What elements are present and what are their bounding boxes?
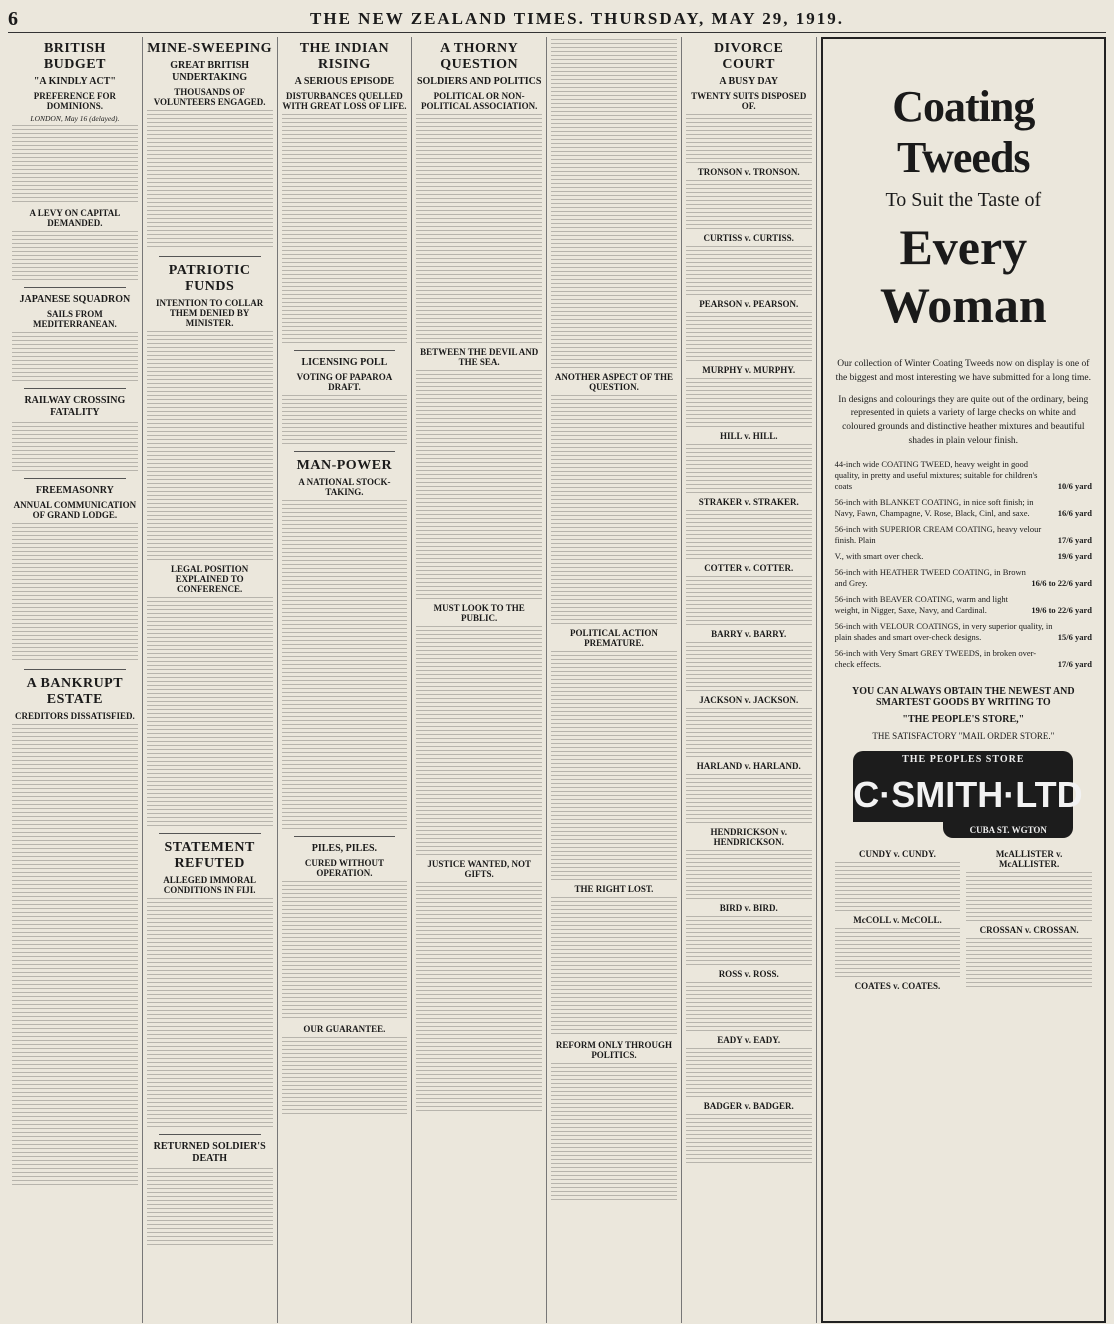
case-heading: CROSSAN v. CROSSAN. bbox=[979, 925, 1079, 936]
headline-bankrupt-estate: A BANKRUPT ESTATE bbox=[26, 676, 124, 708]
case-heading: ROSS v. ROSS. bbox=[718, 969, 779, 980]
subhead-disturbances: DISTURBANCES QUELLED WITH GREAT LOSS OF LIFE. bbox=[282, 91, 407, 112]
article-text bbox=[686, 642, 812, 692]
subhead-twenty-suits: TWENTY SUITS DISPOSED OF. bbox=[691, 91, 807, 112]
ad-intro-designs: In designs and colourings they are quite out of the ordinary, being represented in quiets a variety of large checks on white and coloured grounds and distinctive heather mixtures and beautiful shades in plain velour finish. bbox=[838, 394, 1089, 446]
case-heading: BIRD v. BIRD. bbox=[719, 903, 778, 914]
case-heading: HARLAND v. HARLAND. bbox=[696, 761, 801, 772]
case-heading: MURPHY v. MURPHY. bbox=[702, 365, 796, 376]
ad-store-name: "THE PEOPLE'S STORE," bbox=[902, 714, 1025, 726]
article-text bbox=[147, 1168, 273, 1248]
article-text bbox=[966, 872, 1092, 922]
article-text bbox=[686, 1114, 812, 1164]
case-heading: BADGER v. BADGER. bbox=[703, 1101, 794, 1112]
headline-railway: RAILWAY CROSSING FATALITY bbox=[24, 395, 126, 419]
headline-piles: PILES, PILES. bbox=[311, 843, 378, 855]
article-text bbox=[835, 928, 961, 978]
divorce-court-continued bbox=[835, 846, 1092, 994]
article-text bbox=[12, 956, 138, 1186]
column-3 bbox=[278, 37, 413, 1323]
article-text bbox=[686, 774, 812, 824]
subhead-paparoa: VOTING OF PAPAROA DRAFT. bbox=[296, 372, 393, 393]
subhead-serious-episode: A SERIOUS EPISODE bbox=[294, 76, 395, 88]
headline-indian-rising: THE INDIAN RISING bbox=[299, 41, 390, 73]
column-5 bbox=[547, 37, 682, 1323]
ad-item: 56-inch with Very Smart GREY TWEEDS, in broken over-check effects. 17/6 yard bbox=[834, 648, 1093, 670]
subhead-levy: A LEVY ON CAPITAL DEMANDED. bbox=[29, 208, 121, 229]
headline-mine-sweeping: MINE-SWEEPING bbox=[147, 41, 273, 56]
case-heading: JACKSON v. JACKSON. bbox=[699, 695, 799, 706]
article-text bbox=[12, 231, 138, 281]
subhead-reform: REFORM ONLY THROUGH POLITICS. bbox=[555, 1040, 673, 1060]
subhead-public: MUST LOOK TO THE PUBLIC. bbox=[433, 603, 525, 624]
case-heading: McCOLL v. McCOLL. bbox=[853, 915, 942, 926]
newspaper-title: THE NEW ZEALAND TIMES. THURSDAY, MAY 29, 1919. bbox=[310, 9, 844, 28]
article-text bbox=[282, 395, 408, 445]
article-text bbox=[686, 708, 812, 758]
article-text bbox=[12, 332, 138, 382]
case-heading: BARRY v. BARRY. bbox=[711, 629, 787, 640]
article-text bbox=[282, 500, 408, 830]
case-heading: COATES v. COATES. bbox=[854, 981, 941, 992]
subhead-creditors: CREDITORS DISSATISFIED. bbox=[15, 711, 135, 722]
article-text bbox=[686, 180, 812, 230]
subhead-stock-taking: A NATIONAL STOCK-TAKING. bbox=[298, 477, 391, 498]
ad-item: 56-inch with BLANKET COATING, in nice soft finish; in Navy, Fawn, Champagne, V. Rose, Black, Cinl, and saxe. 16/6 yard bbox=[834, 496, 1093, 518]
article-text bbox=[551, 1063, 677, 1203]
logo-name: C·SMITH·LTD bbox=[853, 768, 1073, 822]
subhead-grand-lodge: ANNUAL COMMUNICATION OF GRAND LODGE. bbox=[13, 500, 137, 521]
subhead-preference: PREFERENCE FOR DOMINIONS. bbox=[33, 91, 117, 112]
ad-store-logo bbox=[853, 751, 1083, 838]
subhead-fiji: ALLEGED IMMORAL CONDITIONS IN FIJI. bbox=[163, 875, 257, 896]
headline-british-budget: BRITISH BUDGET bbox=[43, 41, 106, 73]
article-text bbox=[686, 982, 812, 1032]
ad-item: V., with smart over check. 19/6 yard bbox=[834, 550, 1093, 561]
article-text bbox=[551, 897, 677, 1037]
case-heading: CURTISS v. CURTISS. bbox=[703, 233, 794, 244]
subhead-association: POLITICAL OR NON-POLITICAL ASSOCIATION. bbox=[420, 91, 538, 112]
case-heading: McALLISTER v. McALLISTER. bbox=[995, 849, 1063, 870]
case-heading: PEARSON v. PEARSON. bbox=[699, 299, 799, 310]
article-text bbox=[686, 850, 812, 900]
ad-headline-every-woman: Every Woman bbox=[879, 219, 1047, 333]
article-text bbox=[686, 916, 812, 966]
article-text bbox=[12, 523, 138, 663]
article-text bbox=[966, 938, 1092, 988]
article-text bbox=[147, 898, 273, 1128]
column-1 bbox=[8, 37, 143, 1323]
subhead-guarantee: OUR GUARANTEE. bbox=[303, 1024, 386, 1035]
article-text bbox=[416, 626, 542, 856]
subhead-great-british: GREAT BRITISH UNDERTAKING bbox=[170, 60, 250, 84]
article-text bbox=[282, 881, 408, 1021]
article-text bbox=[416, 882, 542, 1112]
article-text bbox=[686, 312, 812, 362]
article-text bbox=[282, 114, 408, 344]
subhead-busy-day: A BUSY DAY bbox=[719, 76, 779, 88]
subhead-devil-sea: BETWEEN THE DEVIL AND THE SEA. bbox=[420, 347, 539, 368]
subhead-sails: SAILS FROM MEDITERRANEAN. bbox=[33, 309, 117, 330]
ad-item-list bbox=[835, 459, 1092, 671]
column-6 bbox=[682, 37, 817, 1323]
case-heading: HENDRICKSON v. HENDRICKSON. bbox=[710, 827, 787, 848]
headline-statement-refuted: STATEMENT REFUTED bbox=[164, 840, 255, 872]
headline-man-power: MAN-POWER bbox=[296, 458, 393, 474]
column-4 bbox=[412, 37, 547, 1323]
article-text bbox=[282, 1037, 408, 1117]
article-text bbox=[551, 395, 677, 625]
article-text bbox=[12, 724, 138, 954]
page-number: 6 bbox=[8, 7, 18, 30]
ad-item: 56-inch with VELOUR COATINGS, in very superior quality, in plain shades and smart over-check designs. 15/6 yard bbox=[834, 621, 1093, 643]
case-heading: CUNDY v. CUNDY. bbox=[859, 849, 936, 860]
masthead bbox=[8, 6, 1106, 33]
article-text bbox=[686, 576, 812, 626]
advertisement-coating-tweeds bbox=[821, 37, 1106, 1323]
logo-address: CUBA ST. WGTON bbox=[943, 822, 1073, 838]
ad-item: 56-inch with HEATHER TWEED COATING, in Brown and Grey. 16/6 to 22/6 yard bbox=[834, 566, 1093, 589]
subhead-premature: POLITICAL ACTION PREMATURE. bbox=[570, 628, 658, 648]
ad-item: 56-inch with SUPERIOR CREAM COATING, heavy velour finish. Plain 17/6 yard bbox=[834, 523, 1093, 545]
article-text bbox=[686, 114, 812, 164]
article-text bbox=[686, 246, 812, 296]
article-text bbox=[686, 510, 812, 560]
article-text bbox=[416, 370, 542, 600]
article-text bbox=[147, 597, 273, 827]
ad-item: 44-inch wide COATING TWEED, heavy weight in good quality, in pretty and useful mixtures; suitable for children's coats 10/6 yard bbox=[834, 458, 1093, 491]
ad-item: 56-inch with BEAVER COATING, warm and light weight, in Nigger, Saxe, Navy, and Cardinal. 19/6 to 22/6 yard bbox=[834, 594, 1093, 616]
article-text bbox=[12, 125, 138, 205]
article-text bbox=[551, 651, 677, 881]
subhead-kindly-act: "A KINDLY ACT" bbox=[33, 76, 116, 88]
article-text bbox=[147, 331, 273, 561]
article-text bbox=[147, 110, 273, 250]
ad-obtain-text: YOU CAN ALWAYS OBTAIN THE NEWEST AND SMARTEST GOODS BY WRITING TO bbox=[851, 686, 1075, 709]
article-text bbox=[686, 378, 812, 428]
headline-freemasonry: FREEMASONRY bbox=[35, 485, 114, 497]
dateline: LONDON, May 16 (delayed). bbox=[30, 114, 120, 124]
columns bbox=[8, 37, 1106, 1323]
headline-japanese-squadron: JAPANESE SQUADRON bbox=[19, 294, 131, 306]
headline-licensing-poll: LICENSING POLL bbox=[301, 357, 388, 369]
column-2 bbox=[143, 37, 278, 1323]
subhead-intention: INTENTION TO COLLAR THEM DENIED BY MINISTER. bbox=[156, 298, 264, 329]
subhead-another-aspect: ANOTHER ASPECT OF THE QUESTION. bbox=[554, 372, 673, 392]
article-text bbox=[12, 422, 138, 472]
headline-thorny-question: A THORNY QUESTION bbox=[440, 41, 519, 73]
subhead-volunteers: THOUSANDS OF VOLUNTEERS ENGAGED. bbox=[153, 87, 266, 108]
article-text bbox=[835, 862, 961, 912]
case-heading: HILL v. HILL. bbox=[719, 431, 778, 442]
subhead-cured: CURED WITHOUT OPERATION. bbox=[304, 858, 384, 879]
case-heading: TRONSON v. TRONSON. bbox=[697, 167, 800, 178]
ad-service-line: THE SATISFACTORY "MAIL ORDER STORE." bbox=[872, 731, 1055, 742]
subhead-right-lost: THE RIGHT LOST. bbox=[574, 884, 654, 894]
headline-divorce-court: DIVORCE COURT bbox=[714, 41, 784, 73]
ad-intro: Our collection of Winter Coating Tweeds now on display is one of the biggest and most interesting we have submitted for a long time. bbox=[835, 359, 1091, 383]
headline-returned-soldier: RETURNED SOLDIER'S DEATH bbox=[153, 1141, 266, 1165]
subhead-soldiers-politics: SOLDIERS AND POLITICS bbox=[416, 76, 542, 88]
headline-patriotic-funds: PATRIOTIC FUNDS bbox=[168, 263, 251, 295]
case-heading: STRAKER v. STRAKER. bbox=[698, 497, 799, 508]
article-text bbox=[551, 39, 677, 369]
subhead-justice: JUSTICE WANTED, NOT GIFTS. bbox=[427, 859, 531, 880]
ad-headline-coating-tweeds: Coating Tweeds bbox=[892, 82, 1035, 182]
subhead-legal-position: LEGAL POSITION EXPLAINED TO CONFERENCE. bbox=[171, 564, 249, 595]
ad-headline-suit-taste: To Suit the Taste of bbox=[885, 189, 1042, 211]
case-heading: COTTER v. COTTER. bbox=[704, 563, 794, 574]
article-text bbox=[686, 444, 812, 494]
logo-ribbon: THE PEOPLES STORE bbox=[853, 751, 1073, 768]
article-text bbox=[686, 1048, 812, 1098]
case-heading: EADY v. EADY. bbox=[717, 1035, 781, 1046]
article-text bbox=[416, 114, 542, 344]
